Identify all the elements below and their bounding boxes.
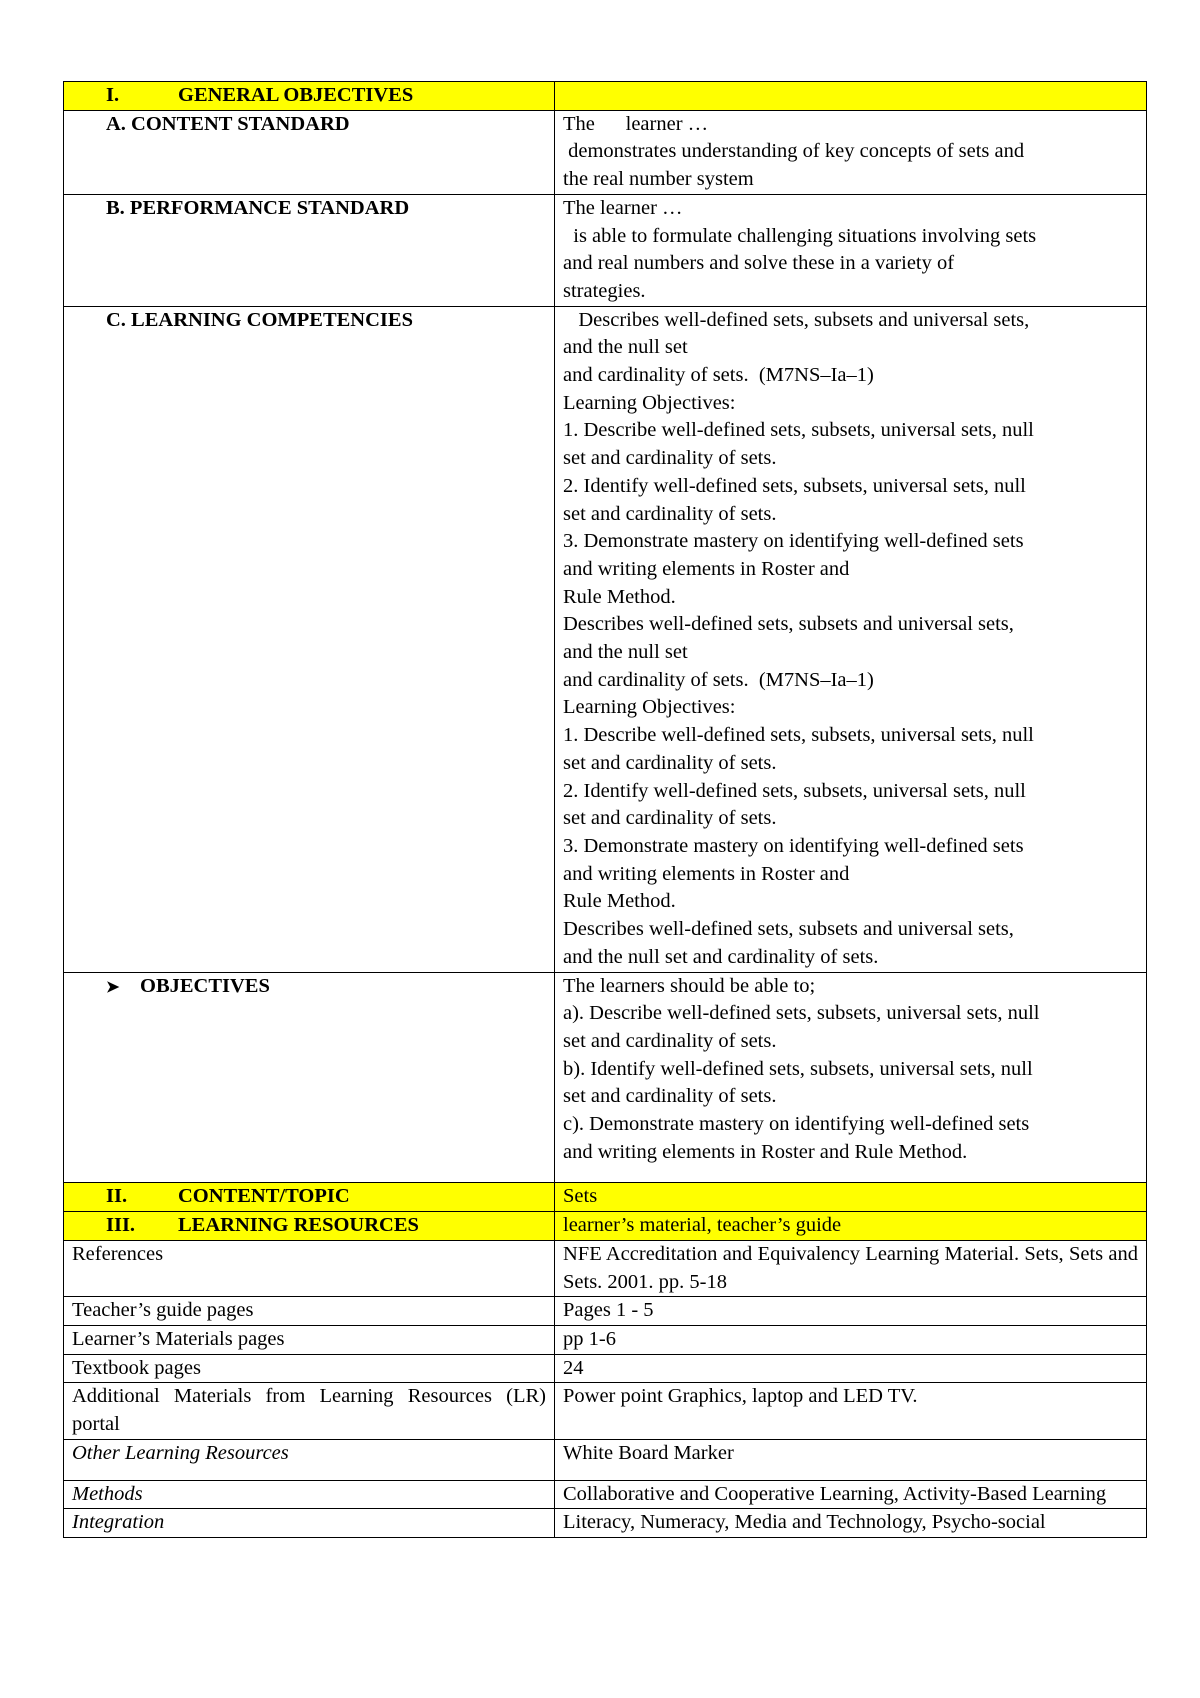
learning-competencies-line: 3. Demonstrate mastery on identifying well-defined sets	[563, 834, 1024, 857]
content-standard-line: The learner …	[563, 112, 709, 135]
learning-competencies-line: set and cardinality of sets.	[563, 447, 777, 470]
other-resources-value: White Board Marker	[555, 1439, 1147, 1480]
references-row	[64, 1240, 1147, 1296]
learning-competencies-line: 1. Describe well-defined sets, subsets, universal sets, null	[563, 419, 1034, 442]
performance-standard-line: is able to formulate challenging situations involving sets	[563, 224, 1037, 247]
arrow-bullet-icon: ➤	[106, 978, 120, 996]
objectives-spacer	[563, 1166, 1138, 1182]
learners-materials-value: pp 1-6	[555, 1325, 1147, 1354]
learning-competencies-line: and the null set	[563, 641, 688, 664]
integration-value: Literacy, Numeracy, Media and Technology, Psycho-social	[555, 1509, 1147, 1538]
learning-competencies-line: and the null set and cardinality of sets.	[563, 945, 879, 968]
section-title: CONTENT/TOPIC	[178, 1185, 350, 1208]
additional-materials-row	[64, 1383, 1147, 1439]
content-topic-row	[64, 1183, 1147, 1212]
learning-competencies-line: Describes well-defined sets, subsets and universal sets,	[563, 308, 1030, 331]
section-title: LEARNING RESOURCES	[178, 1214, 419, 1237]
learning-competencies-line: set and cardinality of sets.	[563, 807, 777, 830]
section-number: II.	[106, 1185, 128, 1208]
performance-standard-label: B. PERFORMANCE STANDARD	[64, 194, 555, 306]
learning-competencies-line: Learning Objectives:	[563, 391, 736, 414]
learning-resources-value: learner’s material, teacher’s guide	[555, 1212, 1147, 1241]
objectives-title: OBJECTIVES	[140, 974, 270, 997]
objectives-line: a). Describe well-defined sets, subsets, universal sets, null	[563, 1002, 1040, 1025]
lesson-plan-table	[63, 81, 1147, 1538]
textbook-pages-label: Textbook pages	[64, 1354, 555, 1383]
learners-materials-label: Learner’s Materials pages	[64, 1325, 555, 1354]
content-standard-line: the real number system	[563, 168, 754, 191]
learning-resources-heading	[64, 1212, 555, 1241]
other-resources-row	[64, 1439, 1147, 1480]
section-number: III.	[106, 1214, 136, 1237]
learning-competencies-line: Describes well-defined sets, subsets and universal sets,	[563, 918, 1014, 941]
objectives-line: The learners should be able to;	[563, 974, 816, 997]
general-objectives-empty-cell	[555, 82, 1147, 111]
objectives-line: b). Identify well-defined sets, subsets, universal sets, null	[563, 1057, 1033, 1080]
textbook-pages-row	[64, 1354, 1147, 1383]
objectives-label	[64, 972, 555, 1183]
additional-materials-label: Additional Materials from Learning Resources (LR) portal	[64, 1383, 555, 1439]
learning-competencies-line: and cardinality of sets. (M7NS–Ia–1)	[563, 364, 874, 387]
learning-competencies-line: and cardinality of sets. (M7NS–Ia–1)	[563, 668, 874, 691]
general-objectives-row	[64, 82, 1147, 111]
performance-standard-line: strategies.	[563, 279, 646, 302]
references-value: NFE Accreditation and Equivalency Learning Material. Sets, Sets and Sets. 2001. pp. 5-18	[555, 1240, 1147, 1296]
learning-competencies-text	[555, 306, 1147, 972]
objectives-line: set and cardinality of sets.	[563, 1029, 777, 1052]
content-standard-row	[64, 110, 1147, 194]
integration-label: Integration	[64, 1509, 555, 1538]
content-topic-value: Sets	[555, 1183, 1147, 1212]
learning-competencies-line: 2. Identify well-defined sets, subsets, universal sets, null	[563, 779, 1026, 802]
methods-row	[64, 1480, 1147, 1509]
learning-competencies-line: and the null set	[563, 336, 688, 359]
learning-resources-row	[64, 1212, 1147, 1241]
objectives-line: and writing elements in Roster and Rule Method.	[563, 1140, 968, 1163]
learning-competencies-line: and writing elements in Roster and	[563, 557, 850, 580]
learning-competencies-line: Describes well-defined sets, subsets and universal sets,	[563, 613, 1014, 636]
other-resources-label: Other Learning Resources	[64, 1439, 555, 1480]
learning-competencies-line: 3. Demonstrate mastery on identifying well-defined sets	[563, 530, 1024, 553]
content-standard-line: demonstrates understanding of key concepts of sets and	[563, 140, 1025, 163]
performance-standard-text	[555, 194, 1147, 306]
learning-competencies-line: and writing elements in Roster and	[563, 862, 850, 885]
objectives-row	[64, 972, 1147, 1183]
objectives-line: c). Demonstrate mastery on identifying well-defined sets	[563, 1113, 1030, 1136]
performance-standard-row	[64, 194, 1147, 306]
objectives-text	[555, 972, 1147, 1183]
methods-value: Collaborative and Cooperative Learning, Activity-Based Learning	[555, 1480, 1147, 1509]
teachers-guide-row	[64, 1297, 1147, 1326]
references-label: References	[64, 1240, 555, 1296]
performance-standard-line: The learner …	[563, 196, 683, 219]
content-topic-heading	[64, 1183, 555, 1212]
learning-competencies-line: 1. Describe well-defined sets, subsets, universal sets, null	[563, 724, 1034, 747]
learning-competencies-line: Learning Objectives:	[563, 696, 736, 719]
learning-competencies-line: set and cardinality of sets.	[563, 751, 777, 774]
additional-materials-value: Power point Graphics, laptop and LED TV.	[555, 1383, 1147, 1439]
learning-competencies-line: set and cardinality of sets.	[563, 502, 777, 525]
learning-competencies-label: C. LEARNING COMPETENCIES	[64, 306, 555, 972]
methods-label: Methods	[64, 1480, 555, 1509]
content-standard-label: A. CONTENT STANDARD	[64, 110, 555, 194]
learning-competencies-line: Rule Method.	[563, 585, 676, 608]
learning-competencies-row	[64, 306, 1147, 972]
learners-materials-row	[64, 1325, 1147, 1354]
section-number: I.	[106, 84, 120, 106]
teachers-guide-value: Pages 1 - 5	[555, 1297, 1147, 1326]
objectives-line: set and cardinality of sets.	[563, 1085, 777, 1108]
general-objectives-heading	[64, 82, 555, 111]
integration-row	[64, 1509, 1147, 1538]
content-standard-text	[555, 110, 1147, 194]
learning-competencies-line: Rule Method.	[563, 890, 676, 913]
section-title: GENERAL OBJECTIVES	[178, 84, 414, 106]
learning-competencies-line: 2. Identify well-defined sets, subsets, universal sets, null	[563, 474, 1026, 497]
teachers-guide-label: Teacher’s guide pages	[64, 1297, 555, 1326]
textbook-pages-value: 24	[555, 1354, 1147, 1383]
performance-standard-line: and real numbers and solve these in a variety of	[563, 252, 955, 275]
